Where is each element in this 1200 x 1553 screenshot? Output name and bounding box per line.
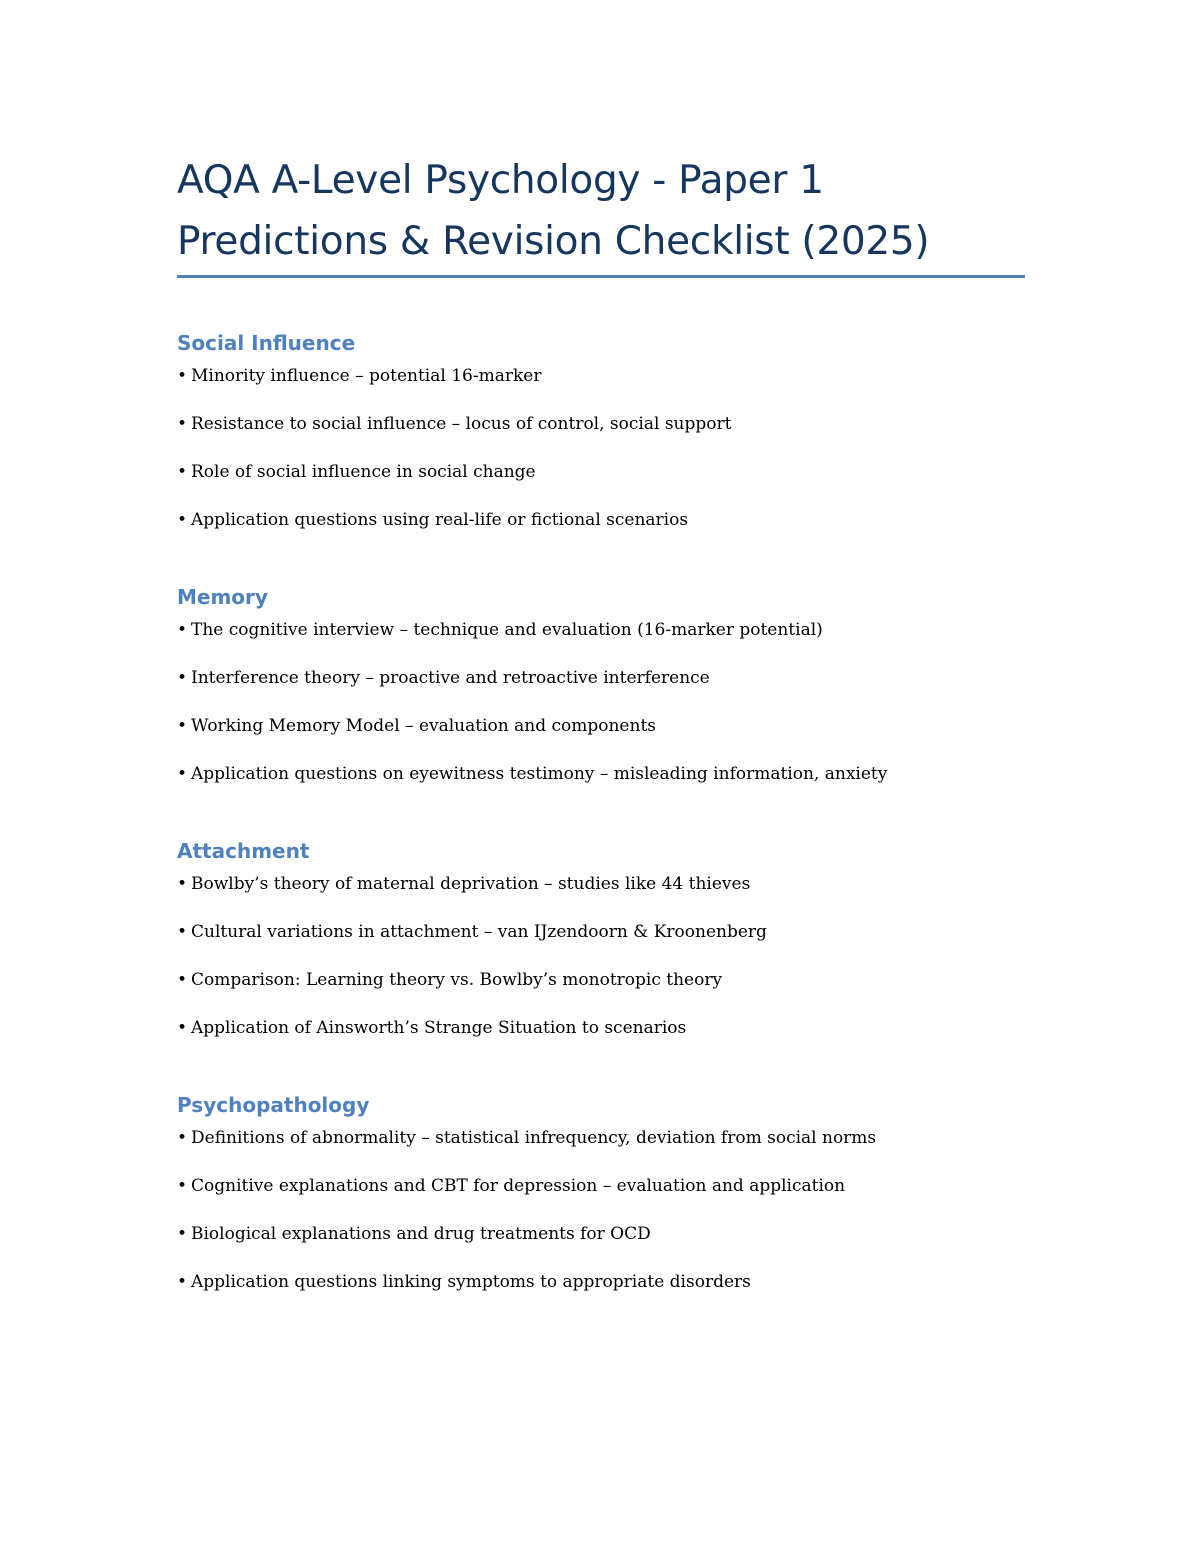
item-text: Definitions of abnormality – statistical infrequency, deviation from social norms xyxy=(191,1128,877,1148)
item-text: Comparison: Learning theory vs. Bowlby’s monotropic theory xyxy=(191,970,723,990)
bullet-icon: • xyxy=(177,366,188,386)
section-social-influence xyxy=(177,328,1025,532)
bullet-icon: • xyxy=(177,922,188,942)
list-item xyxy=(177,1174,1025,1198)
list-item xyxy=(177,714,1025,738)
item-text: Cultural variations in attachment – van IJzendoorn & Kroonenberg xyxy=(191,922,767,942)
bullet-icon: • xyxy=(177,462,188,482)
bullet-icon: • xyxy=(177,874,188,894)
title-line-1: AQA A-Level Psychology - Paper 1 xyxy=(177,158,824,203)
item-list xyxy=(177,364,1025,532)
list-item xyxy=(177,666,1025,690)
item-text: Bowlby’s theory of maternal deprivation – studies like 44 thieves xyxy=(191,874,751,894)
section-heading: Social Influence xyxy=(177,331,356,355)
item-list xyxy=(177,1126,1025,1294)
list-item xyxy=(177,762,1025,786)
list-item xyxy=(177,364,1025,388)
bullet-icon: • xyxy=(177,716,188,736)
item-text: Application questions on eyewitness testimony – misleading information, anxiety xyxy=(191,764,888,784)
list-item xyxy=(177,508,1025,532)
bullet-icon: • xyxy=(177,1272,188,1292)
item-list xyxy=(177,872,1025,1040)
item-text: Cognitive explanations and CBT for depression – evaluation and application xyxy=(191,1176,846,1196)
section-memory xyxy=(177,582,1025,786)
section-heading: Attachment xyxy=(177,839,310,863)
bullet-icon: • xyxy=(177,1018,188,1038)
title-line-2: Predictions & Revision Checklist (2025) xyxy=(177,219,930,264)
item-text: Resistance to social influence – locus of control, social support xyxy=(191,414,732,434)
item-text: Role of social influence in social change xyxy=(191,462,536,482)
section-psychopathology xyxy=(177,1090,1025,1294)
bullet-icon: • xyxy=(177,668,188,688)
bullet-icon: • xyxy=(177,1176,188,1196)
list-item xyxy=(177,460,1025,484)
item-text: The cognitive interview – technique and evaluation (16-marker potential) xyxy=(191,620,823,640)
item-text: Biological explanations and drug treatments for OCD xyxy=(191,1224,651,1244)
list-item xyxy=(177,872,1025,896)
bullet-icon: • xyxy=(177,620,188,640)
list-item xyxy=(177,920,1025,944)
item-text: Minority influence – potential 16-marker xyxy=(191,366,542,386)
section-attachment xyxy=(177,836,1025,1040)
bullet-icon: • xyxy=(177,510,188,530)
section-heading: Psychopathology xyxy=(177,1093,370,1117)
section-heading: Memory xyxy=(177,585,268,609)
item-text: Interference theory – proactive and retroactive interference xyxy=(191,668,710,688)
item-text: Application questions linking symptoms to appropriate disorders xyxy=(191,1272,751,1292)
list-item xyxy=(177,1222,1025,1246)
bullet-icon: • xyxy=(177,414,188,434)
list-item xyxy=(177,968,1025,992)
list-item xyxy=(177,412,1025,436)
document-page xyxy=(177,150,1025,1294)
list-item xyxy=(177,618,1025,642)
document-title xyxy=(177,150,1025,272)
item-list xyxy=(177,618,1025,786)
list-item xyxy=(177,1126,1025,1150)
bullet-icon: • xyxy=(177,764,188,784)
bullet-icon: • xyxy=(177,970,188,990)
list-item xyxy=(177,1270,1025,1294)
item-text: Application questions using real-life or fictional scenarios xyxy=(191,510,689,530)
list-item xyxy=(177,1016,1025,1040)
item-text: Working Memory Model – evaluation and components xyxy=(191,716,656,736)
bullet-icon: • xyxy=(177,1224,188,1244)
item-text: Application of Ainsworth’s Strange Situation to scenarios xyxy=(191,1018,687,1038)
bullet-icon: • xyxy=(177,1128,188,1148)
title-underline xyxy=(177,275,1025,278)
